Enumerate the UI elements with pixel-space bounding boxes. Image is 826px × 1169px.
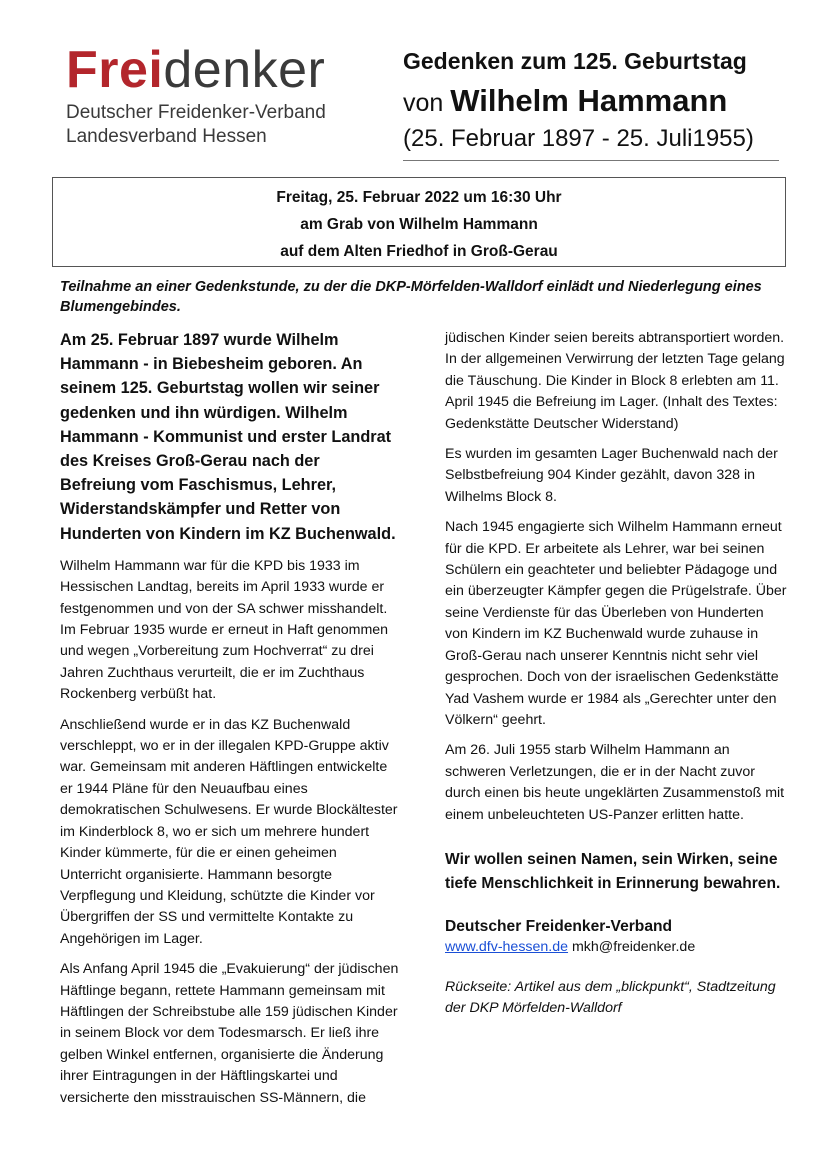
email-address: mkh@freidenker.de [571, 939, 696, 956]
signature-contact [445, 937, 790, 958]
logo-region: Landesverband Hessen [66, 126, 267, 147]
website-link[interactable]: www.dfv-hessen.de [445, 939, 569, 956]
event-box [52, 177, 786, 267]
body-paragraph: jüdischen Kinder seien bereits abtransportiert worden. In der allgemeinen Verwirrung der letzten Tage gelang die Täuschung. Die Kinder in Block 8 erlebten am 11. April 1945 die Befreiung im Lager. (Inhalt des Textes: Gedenkstätte Deutscher Widerstand) [445, 330, 785, 432]
lead-paragraph: Am 25. Februar 1897 wurde Wilhelm Hammann - in Biebesheim geboren. An seinem 125. Geburtstag wollen wir seiner gedenken und ihn würdigen. Wilhelm Hammann - Kommunist und erster Landrat des Kreises Groß-Gerau nach der Befreiung vom Faschismus, Lehrer, Widerstandskämpfer und Retter von Hunderten von Kindern im KZ Buchenwald. [60, 331, 396, 543]
closing-statement: Wir wollen seinen Namen, sein Wirken, seine tiefe Menschlichkeit in Erinnerung bewahren. [445, 850, 781, 892]
event-place: am Grab von Wilhelm Hammann [300, 216, 538, 233]
left-column [60, 328, 400, 1118]
back-page-note: Rückseite: Artikel aus dem „blickpunkt“, Stadtzeitung der DKP Mörfelden-Walldorf [445, 978, 776, 1017]
right-column [445, 328, 790, 1029]
freidenker-logo [66, 41, 376, 148]
header-title: Gedenken zum 125. Geburtstag [403, 48, 747, 74]
logo-word-rest: denker [163, 41, 326, 99]
body-paragraph: Am 26. Juli 1955 starb Wilhelm Hammann an schweren Verletzungen, die er in der Nacht zuvor durch einen bis heute ungeklärten Zusammenstoß mit einem unbeleuchteten US-Panzer erlitten hatte. [445, 742, 785, 823]
event-location: auf dem Alten Friedhof in Groß-Gerau [280, 243, 558, 260]
header-dates: (25. Februar 1897 - 25. Juli1955) [403, 125, 754, 152]
logo-wordmark [66, 41, 376, 99]
header-name: Wilhelm Hammann [450, 83, 728, 118]
header-divider [403, 160, 779, 161]
event-date: Freitag, 25. Februar 2022 um 16:30 Uhr [276, 189, 562, 206]
intro-text: Teilnahme an einer Gedenkstunde, zu der die DKP-Mörfelden-Walldorf einlädt und Niederlegung eines Blumengebindes. [60, 279, 762, 315]
header-von: von [403, 89, 444, 117]
signature-organization: Deutscher Freidenker-Verband [445, 917, 673, 935]
logo-subtitle: Deutscher Freidenker-Verband [66, 102, 326, 123]
logo-word-red: Frei [66, 41, 164, 99]
body-paragraph: Es wurden im gesamten Lager Buchenwald nach der Selbstbefreiung 904 Kinder gezählt, davon 328 in Wilhelms Block 8. [445, 446, 778, 505]
document-header [403, 48, 779, 153]
body-paragraph: Als Anfang April 1945 die „Evakuierung“ der jüdischen Häftlinge begann, rettete Hammann gemeinsam mit Häftlingen der Schreibstube alle 159 jüdischen Kinder in seinem Block vor dem Todesmarsch. Er ließ ihre gelben Winkel entfernen, organisierte die Änderung ihrer Eintragungen in der Häftlingskartei und versicherte den misstrauischen SS-Männern, die [60, 961, 399, 1106]
body-paragraph: Wilhelm Hammann war für die KPD bis 1933 im Hessischen Landtag, bereits im April 1933 wurde er festgenommen und von der SA schwer misshandelt. Im Februar 1935 wurde er erneut in Haft genommen und wegen „Vorbereitung zum Hochverrat“ zu drei Jahren Zuchthaus verurteilt, die er im Zuchthaus Rockenberg verbüßt hat. [60, 557, 389, 703]
header-name-line [403, 83, 779, 119]
body-paragraph: Nach 1945 engagierte sich Wilhelm Hammann erneut für die KPD. Er arbeitete als Lehrer, war bei seinen Schülern ein geachteter und beliebter Pädagoge und ein überzeugter Kämpfer gegen die Prügelstrafe. Über seine Verdienste für das Überleben von Hunderten von Kindern im KZ Buchenwald wurde zuhause in Groß-Gerau nach unserer Kenntnis nicht sehr viel gesprochen. Doch von der israelischen Gedenkstätte Yad Vashem wurde er 1984 als „Gerechter unter den Völkern“ geehrt. [445, 519, 787, 728]
body-paragraph: Anschließend wurde er in das KZ Buchenwald verschleppt, wo er in der illegalen KPD-Gruppe aktiv war. Gemeinsam mit anderen Häftlingen entwickelte er 1944 Pläne für den Neuaufbau eines demokratischen Schulwesens. Er wurde Blockältester im Kinderblock 8, wo er sich um mehrere hundert Kinder kümmerte, für die er einen geheimen Unterricht organisierte. Hammann besorgte Verpflegung und Kleidung, schützte die Kinder vor Übergriffen der SS und vermittelte Kontakte zu Angehörigen im Lager. [60, 716, 398, 947]
